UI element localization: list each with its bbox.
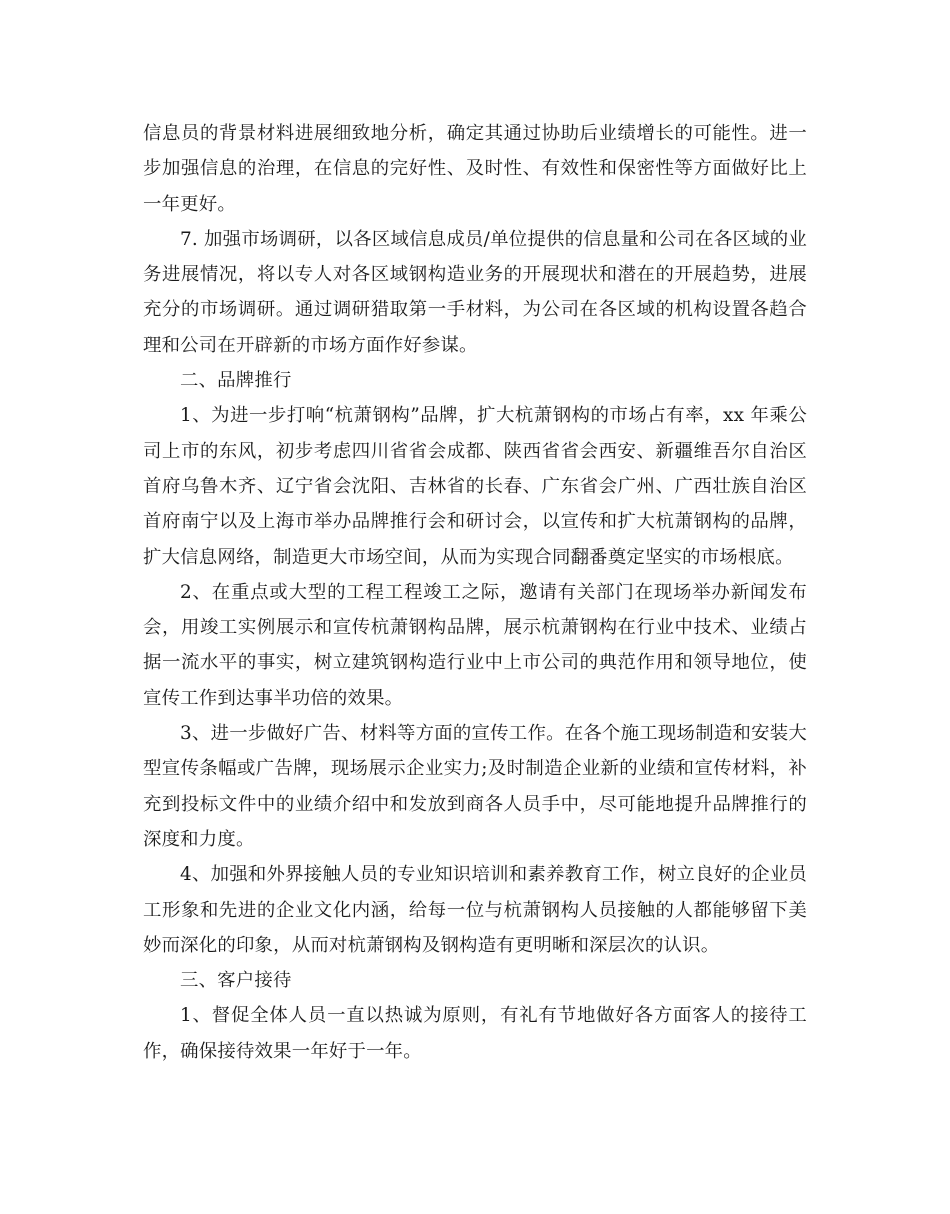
section-heading-customer-reception: 三、客户接待 bbox=[180, 970, 292, 992]
document-body bbox=[143, 116, 807, 1069]
paragraph-brand-item-4: 4、加强和外界接触人员的专业知识培训和素养教育工作，树立良好的企业员工形象和先进的企业文化内涵，给每一位与杭萧钢构人员接触的人都能够留下美妙而深化的印象，从而对杭萧钢构及钢构造有更明晰和深层次的认识。 bbox=[143, 864, 807, 956]
paragraph-brand-item-1: 1、为进一步打响“杭萧钢构”品牌，扩大杭萧钢构的市场占有率，xx 年乘公司上市的东风，初步考虑四川省省会成都、陕西省省会西安、新疆维吾尔自治区首府乌鲁木齐、辽宁省会沈阳、吉林省的长春、广东省会广州、广西壮族自治区首府南宁以及上海市举办品牌推行会和研讨会，以宣传和扩大杭萧钢构的品牌，扩大信息网络，制造更大市场空间，从而为实现合同翻番奠定坚实的市场根底。 bbox=[143, 405, 807, 568]
paragraph-brand-item-2: 2、在重点或大型的工程工程竣工之际，邀请有关部门在现场举办新闻发布会，用竣工实例展示和宣传杭萧钢构品牌，展示杭萧钢构在行业中技术、业绩占据一流水平的事实，树立建筑钢构造行业中上市公司的典范作用和领导地位，使宣传工作到达事半功倍的效果。 bbox=[143, 581, 807, 709]
paragraph-market-research: 7. 加强市场调研，以各区域信息成员/单位提供的信息量和公司在各区域的业务进展情况，将以专人对各区域钢构造业务的开展现状和潜在的开展趋势，进展充分的市场调研。通过调研猎取第一手材料，为公司在各区域的机构设置各趋合理和公司在开辟新的市场方面作好参谋。 bbox=[143, 228, 807, 356]
paragraph-reception-item-1: 1、督促全体人员一直以热诚为原则，有礼有节地做好各方面客人的接待工作，确保接待效果一年好于一年。 bbox=[143, 1005, 807, 1062]
paragraph-continuation: 信息员的背景材料进展细致地分析，确定其通过协助后业绩增长的可能性。进一步加强信息的治理，在信息的完好性、及时性、有效性和保密性等方面做好比上一年更好。 bbox=[143, 123, 807, 215]
paragraph-brand-item-3: 3、进一步做好广告、材料等方面的宣传工作。在各个施工现场制造和安装大型宣传条幅或广告牌，现场展示企业实力;及时制造企业新的业绩和宣传材料，补充到投标文件中的业绩介绍中和发放到商各人员手中，尽可能地提升品牌推行的深度和力度。 bbox=[143, 723, 807, 850]
section-heading-brand-promotion: 二、品牌推行 bbox=[180, 370, 292, 392]
